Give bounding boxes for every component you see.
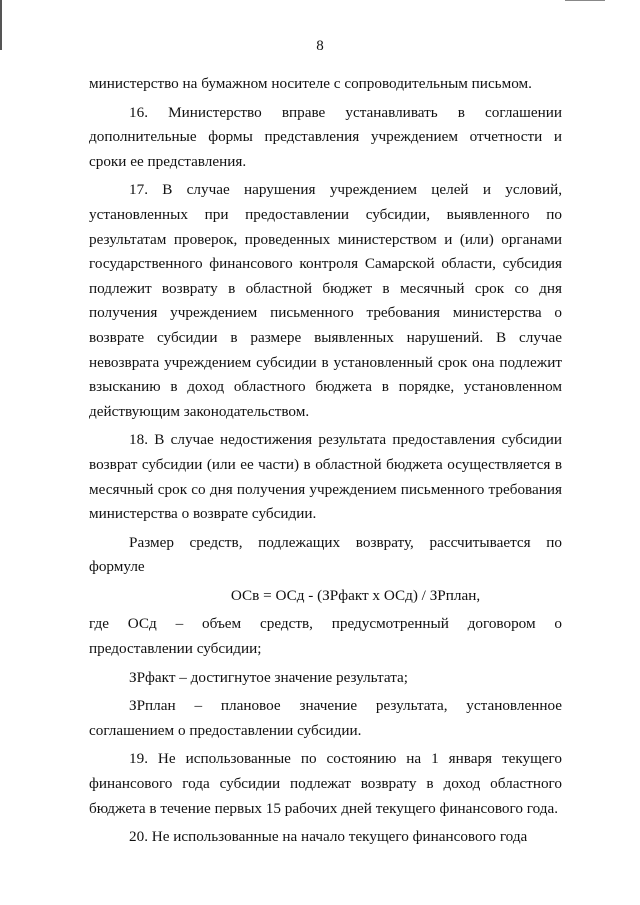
- page-number: 8: [316, 38, 324, 54]
- scan-artifact-top-right: [565, 0, 605, 1]
- definition-zrfakt: ЗРфакт – достигнутое значение результата;: [129, 668, 408, 686]
- definition-zrplan: ЗРплан – плановое значение результата, установленное соглашением о предоставлении субсидии.: [89, 697, 562, 739]
- paragraph-18: 18. В случае недостижения результата предоставления субсидии возврат субсидии (или ее части) в областной бюджета осуществляется в месячный срок со дня получения учреждением письменного требования министерства о возврате субсидии.: [89, 431, 562, 523]
- definition-osd: где ОСд – объем средств, предусмотренный договором о предоставлении субсидии;: [89, 615, 562, 658]
- paragraph-20: 20. Не использованные на начало текущего финансового года: [129, 828, 528, 846]
- document-body: [89, 72, 562, 854]
- formula: ОСв = ОСд - (ЗРфакт х ОСд) / ЗРплан,: [230, 586, 481, 604]
- formula-intro: Размер средств, подлежащих возврату, рассчитывается по формуле: [89, 533, 562, 576]
- paragraph-17: 17. В случае нарушения учреждением целей и условий, установленных при предоставлении субсидии, выявленного по результатам проверок, проведенных министерством и (или) органами государственного финансового контроля Самарской области, субсидия подлежит возврату в областной бюджет в месячный срок со дня получения учреждением письменного требования министерства о возврате субсидии в размере выявленных нарушений. В случае невозврата учреждением субсидии в установленный срок она подлежит взысканию в доход областного бюджета в порядке, установленном действующим законодательством.: [89, 181, 562, 420]
- paragraph-continuation: министерство на бумажном носителе с сопроводительным письмом.: [89, 75, 532, 92]
- paragraph-16: 16. Министерство вправе устанавливать в соглашении дополнительные формы представления учреждением отчетности и сроки ее представления.: [89, 103, 562, 170]
- paragraph-19: 19. Не использованные по состоянию на 1 января текущего финансового года субсидии подлежат возврату в доход областного бюджета в течение первых 15 рабочих дней текущего финансового года.: [89, 750, 562, 817]
